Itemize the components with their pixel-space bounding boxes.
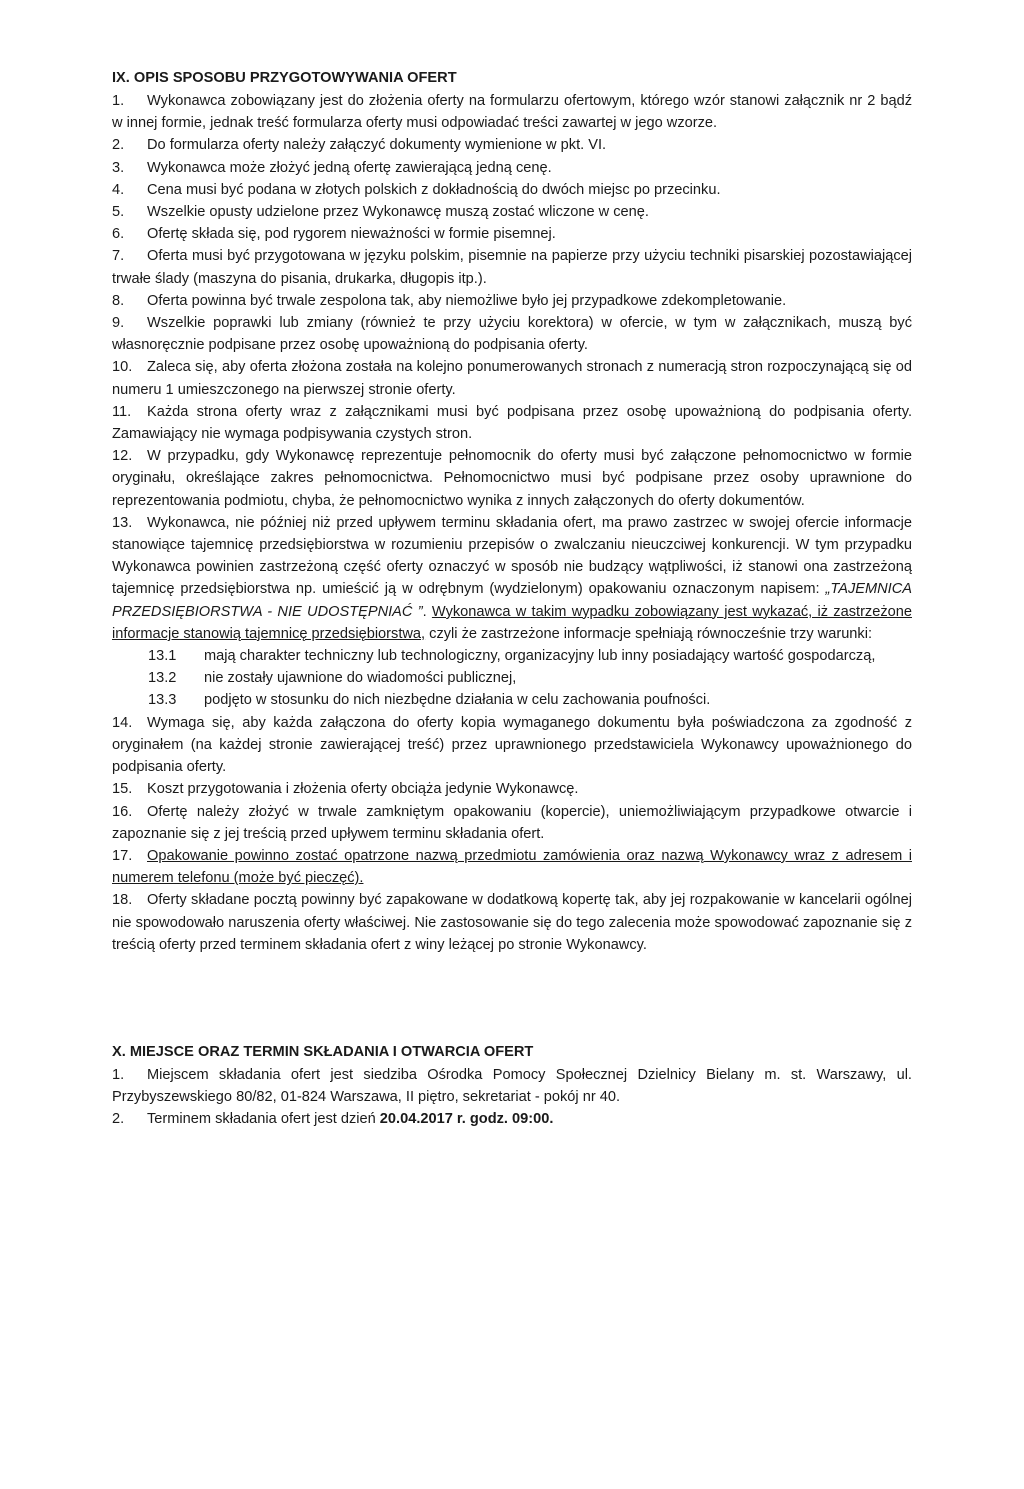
sub-item-text: mają charakter techniczny lub technologiczny, organizacyjny lub inny posiadający wartość gospodarczą,	[204, 648, 876, 665]
list-item	[112, 445, 912, 512]
item-text: Do formularza oferty należy załączyć dokumenty wymienione w pkt. VI.	[147, 137, 607, 154]
item-number: 12.	[112, 448, 133, 465]
item-number: 1.	[112, 93, 125, 109]
item-number: 11.	[112, 403, 132, 420]
underlined-text: Wykonawca w takim wypadku zobowiązany jest wykazać, iż zastrzeżone informacje stanowią tajemnicę przedsiębiorstwa,	[112, 603, 912, 642]
item-number: 8.	[112, 292, 125, 309]
item-text: Każda strona oferty wraz z załącznikami musi być podpisana przez osobę upoważnioną do podpisania oferty. Zamawiający nie wymaga podpisywania czystych stron.	[112, 403, 912, 443]
list-item	[112, 312, 912, 356]
item-text: Ofertę należy złożyć w trwale zamkniętym opakowaniu (kopercie), uniemożliwiającym przypadkowe otwarcie i zapoznanie się z jej treścią przed upływem terminu składania ofert.	[112, 803, 912, 842]
sub-item-text: podjęto w stosunku do nich niezbędne działania w celu zachowania poufności.	[204, 692, 711, 709]
item-number: 13.	[112, 514, 133, 531]
list-item	[112, 778, 912, 800]
sub-item-number: 13.3	[148, 692, 177, 709]
list-item	[112, 134, 912, 156]
list-item	[112, 223, 912, 245]
item-text: W przypadku, gdy Wykonawcę reprezentuje pełnomocnik do oferty musi być załączone pełnomocnictwo w formie oryginału, określające zakres pełnomocnictwa. Pełnomocnictwo musi być podpisane przez osoby uprawnione do reprezentowania podmiotu, chyba, że pełnomocnictwo wynika z innych załączonych do oferty dokumentów.	[112, 448, 912, 509]
item-number: 16.	[112, 803, 133, 820]
item-number: 17.	[112, 847, 133, 864]
section-9-title: IX. OPIS SPOSOBU PRZYGOTOWYWANIA OFERT	[112, 70, 457, 86]
item-text: Ofertę składa się, pod rygorem nieważności w formie pisemnej.	[147, 226, 556, 243]
sub-item-number: 13.2	[148, 670, 177, 687]
sub-item-text: nie zostały ujawnione do wiadomości publicznej,	[204, 670, 517, 687]
sub-item	[112, 689, 912, 711]
sub-item	[112, 667, 912, 689]
section-9-list-continued	[112, 712, 912, 845]
item-number: 9.	[112, 315, 125, 332]
item-number: 3.	[112, 159, 125, 176]
item-number: 10.	[112, 359, 133, 376]
item-text: Wszelkie poprawki lub zmiany (również te przy użyciu korektora) w ofercie, w tym w załącznikach, muszą być własnoręcznie podpisane przez osobę upoważnioną do podpisania oferty.	[112, 315, 912, 354]
item-text: Wykonawca, nie później niż przed upływem terminu składania ofert, ma prawo zastrzec w swojej ofercie informacje stanowiące tajemnicę przedsiębiorstwa w rozumieniu przepisów o zwalczaniu nieuczciwej konkurencji. W tym przypadku Wykonawca powinien zastrzeżoną część oferty oznaczyć w sposób nie budzący wątpliwości, iż stanowi ona zastrzeżoną tajemnicę przedsiębiorstwa np. umieścić ją w odrębnym (wydzielonym) opakowaniu oznaczonym napisem:	[112, 514, 912, 598]
confidential-label: „TAJEMNICA PRZEDSIĘBIORSTWA - NIE UDOSTĘPNIAĆ ”	[112, 581, 912, 620]
list-item-13	[112, 512, 912, 645]
list-item	[112, 245, 912, 289]
list-item	[112, 401, 912, 445]
item-text: Terminem składania ofert jest dzień	[147, 1111, 380, 1128]
item-number: 1.	[112, 1066, 125, 1083]
item-text: Koszt przygotowania i złożenia oferty obciąża jedynie Wykonawcę.	[147, 781, 579, 798]
item-number: 2.	[112, 137, 125, 154]
item-text: Cena musi być podana w złotych polskich z dokładnością do dwóch miejsc po przecinku.	[147, 181, 721, 198]
item-number: 5.	[112, 204, 125, 221]
sub-item-number: 13.1	[148, 648, 177, 665]
underlined-text: Opakowanie powinno zostać opatrzone nazwą przedmiotu zamówienia oraz nazwą Wykonawcy wraz z adresem i numerem telefonu (może być pieczęć).	[112, 847, 912, 887]
item-text: Wykonawca może złożyć jedną ofertę zawierającą jedną cenę.	[147, 159, 552, 176]
section-10-item-2	[112, 1108, 912, 1130]
item-text: .	[422, 603, 432, 620]
item-number: 18.	[112, 892, 133, 909]
list-item	[112, 179, 912, 201]
list-item-18	[112, 889, 912, 956]
item-text: Miejscem składania ofert jest siedziba Ośrodka Pomocy Społecznej Dzielnicy Bielany m. st. Warszawy, ul. Przybyszewskiego 80/82, 01-824 Warszawa, II piętro, sekretariat - pokój nr 40.	[112, 1066, 912, 1106]
list-item	[112, 801, 912, 845]
item-number: 4.	[112, 181, 125, 198]
item-number: 14.	[112, 714, 133, 731]
section-9-list	[112, 90, 912, 512]
sub-item	[112, 645, 912, 667]
list-item-17	[112, 845, 912, 889]
section-10-title: X. MIEJSCE ORAZ TERMIN SKŁADANIA I OTWARCIA OFERT	[112, 1043, 534, 1060]
item-text: Wymaga się, aby każda załączona do oferty kopia wymaganego dokumentu była poświadczona za zgodność z oryginałem (na każdej stronie zawierającej treść) przez uprawnionego przedstawiciela Wykonawcy upoważnionego do podpisania oferty.	[112, 714, 912, 776]
item-text: Oferta musi być przygotowana w języku polskim, pisemnie na papierze przy użyciu techniki pisarskiej pozostawiającej trwałe ślady (maszyna do pisania, drukarka, długopis itp.).	[112, 248, 912, 287]
item-text: Wszelkie opusty udzielone przez Wykonawcę muszą zostać wliczone w cenę.	[147, 204, 649, 221]
section-spacer	[112, 956, 912, 1041]
item-number: 15.	[112, 781, 133, 798]
item-number: 2.	[112, 1111, 125, 1128]
list-item	[112, 356, 912, 400]
sub-list-13	[112, 645, 912, 712]
list-item	[112, 201, 912, 223]
item-text: Oferta powinna być trwale zespolona tak, aby niemożliwe było jej przypadkowe zdekompletowanie.	[147, 292, 787, 309]
item-number: 7.	[112, 248, 125, 265]
list-item	[112, 90, 912, 134]
list-item	[112, 290, 912, 312]
item-text: Zaleca się, aby oferta złożona została na kolejno ponumerowanych stronach z numeracją stron rozpoczynającą się od numeru 1 umieszczonego na pierwszej stronie oferty.	[112, 359, 912, 398]
item-text: Wykonawca zobowiązany jest do złożenia oferty na formularzu ofertowym, którego wzór stanowi załącznik nr 2 bądź w innej formie, jednak treść formularza oferty musi odpowiadać treści zawartej w jego wzorze.	[112, 93, 912, 132]
item-text: Oferty składane pocztą powinny być zapakowane w dodatkową kopertę tak, aby jej rozpakowanie w kancelarii ogólnej nie spowodowało naruszenia oferty właściwej. Nie zastosowanie się do tego zalecenia może spowodować zapoznanie się z treścią oferty przed terminem składania ofert z winy leżącej po stronie Wykonawcy.	[112, 892, 912, 953]
list-item	[112, 157, 912, 179]
item-number: 6.	[112, 226, 125, 243]
section-10-item-1	[112, 1064, 912, 1108]
list-item	[112, 712, 912, 779]
item-text: czyli że zastrzeżone informacje spełniają równocześnie trzy warunki:	[425, 625, 873, 642]
deadline-date: 20.04.2017 r. godz. 09:00.	[379, 1111, 554, 1128]
